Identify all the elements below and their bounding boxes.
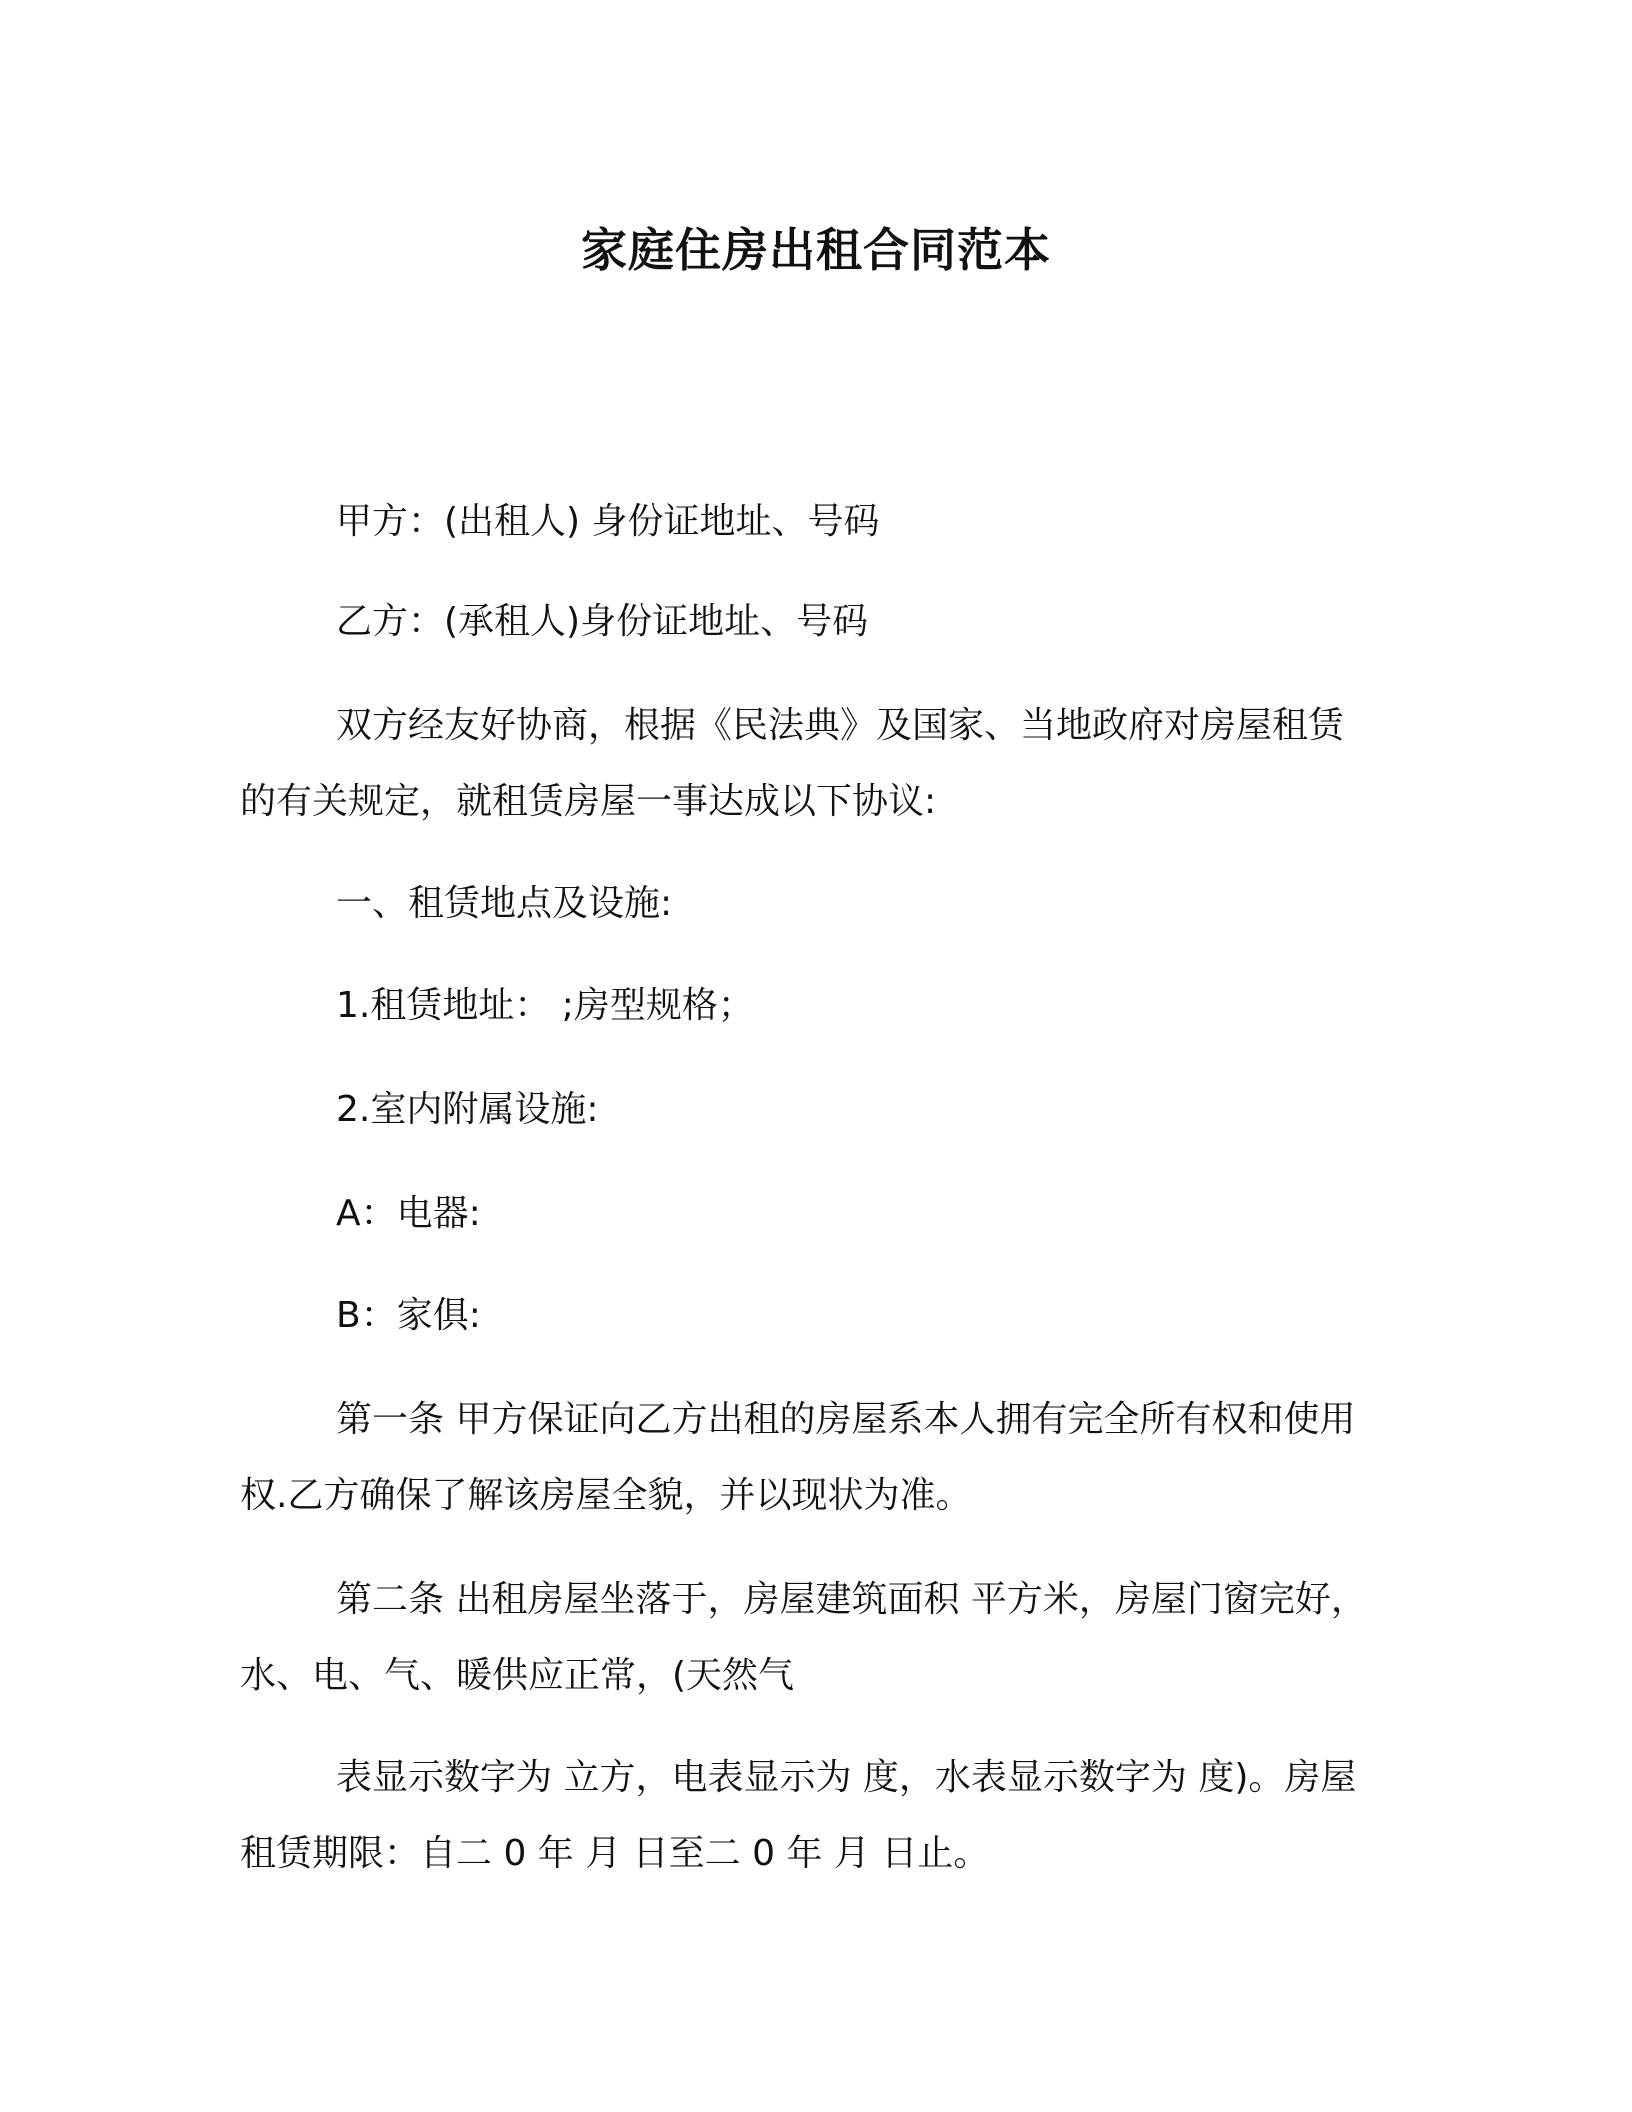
article-2-line-1: 第二条 出租房屋坐落于，房屋建筑面积 平方米，房屋门窗完好， xyxy=(336,1579,1367,1620)
item-a-appliances: A：电器: xyxy=(336,1193,481,1234)
item-b-furniture: B：家俱: xyxy=(336,1295,481,1336)
article-2-line-4: 租赁期限：自二 0 年 月 日至二 0 年 月 日止。 xyxy=(240,1833,990,1874)
article-2-line-2: 水、电、气、暖供应正常，(天然气 xyxy=(240,1655,795,1696)
intro-line-1: 双方经友好协商，根据《民法典》及国家、当地政府对房屋租赁 xyxy=(336,705,1345,746)
intro-line-2: 的有关规定，就租赁房屋一事达成以下协议: xyxy=(240,781,937,822)
document-title: 家庭住房出租合同范本 xyxy=(581,223,1051,277)
item-1-address: 1.租赁地址： ;房型规格； xyxy=(336,985,754,1026)
article-1-line-1: 第一条 甲方保证向乙方出租的房屋系本人拥有完全所有权和使用 xyxy=(336,1399,1356,1440)
article-1-line-2: 权.乙方确保了解该房屋全貌，并以现状为准。 xyxy=(240,1475,972,1516)
party-b-line: 乙方：(承租人)身份证地址、号码 xyxy=(336,601,869,642)
section-1-heading: 一、租赁地点及设施: xyxy=(336,883,673,924)
article-2-line-3: 表显示数字为 立方，电表显示为 度，水表显示数字为 度)。房屋 xyxy=(336,1757,1357,1798)
item-2-facilities: 2.室内附属设施: xyxy=(336,1089,599,1130)
party-a-line: 甲方：(出租人) 身份证地址、号码 xyxy=(336,501,880,542)
